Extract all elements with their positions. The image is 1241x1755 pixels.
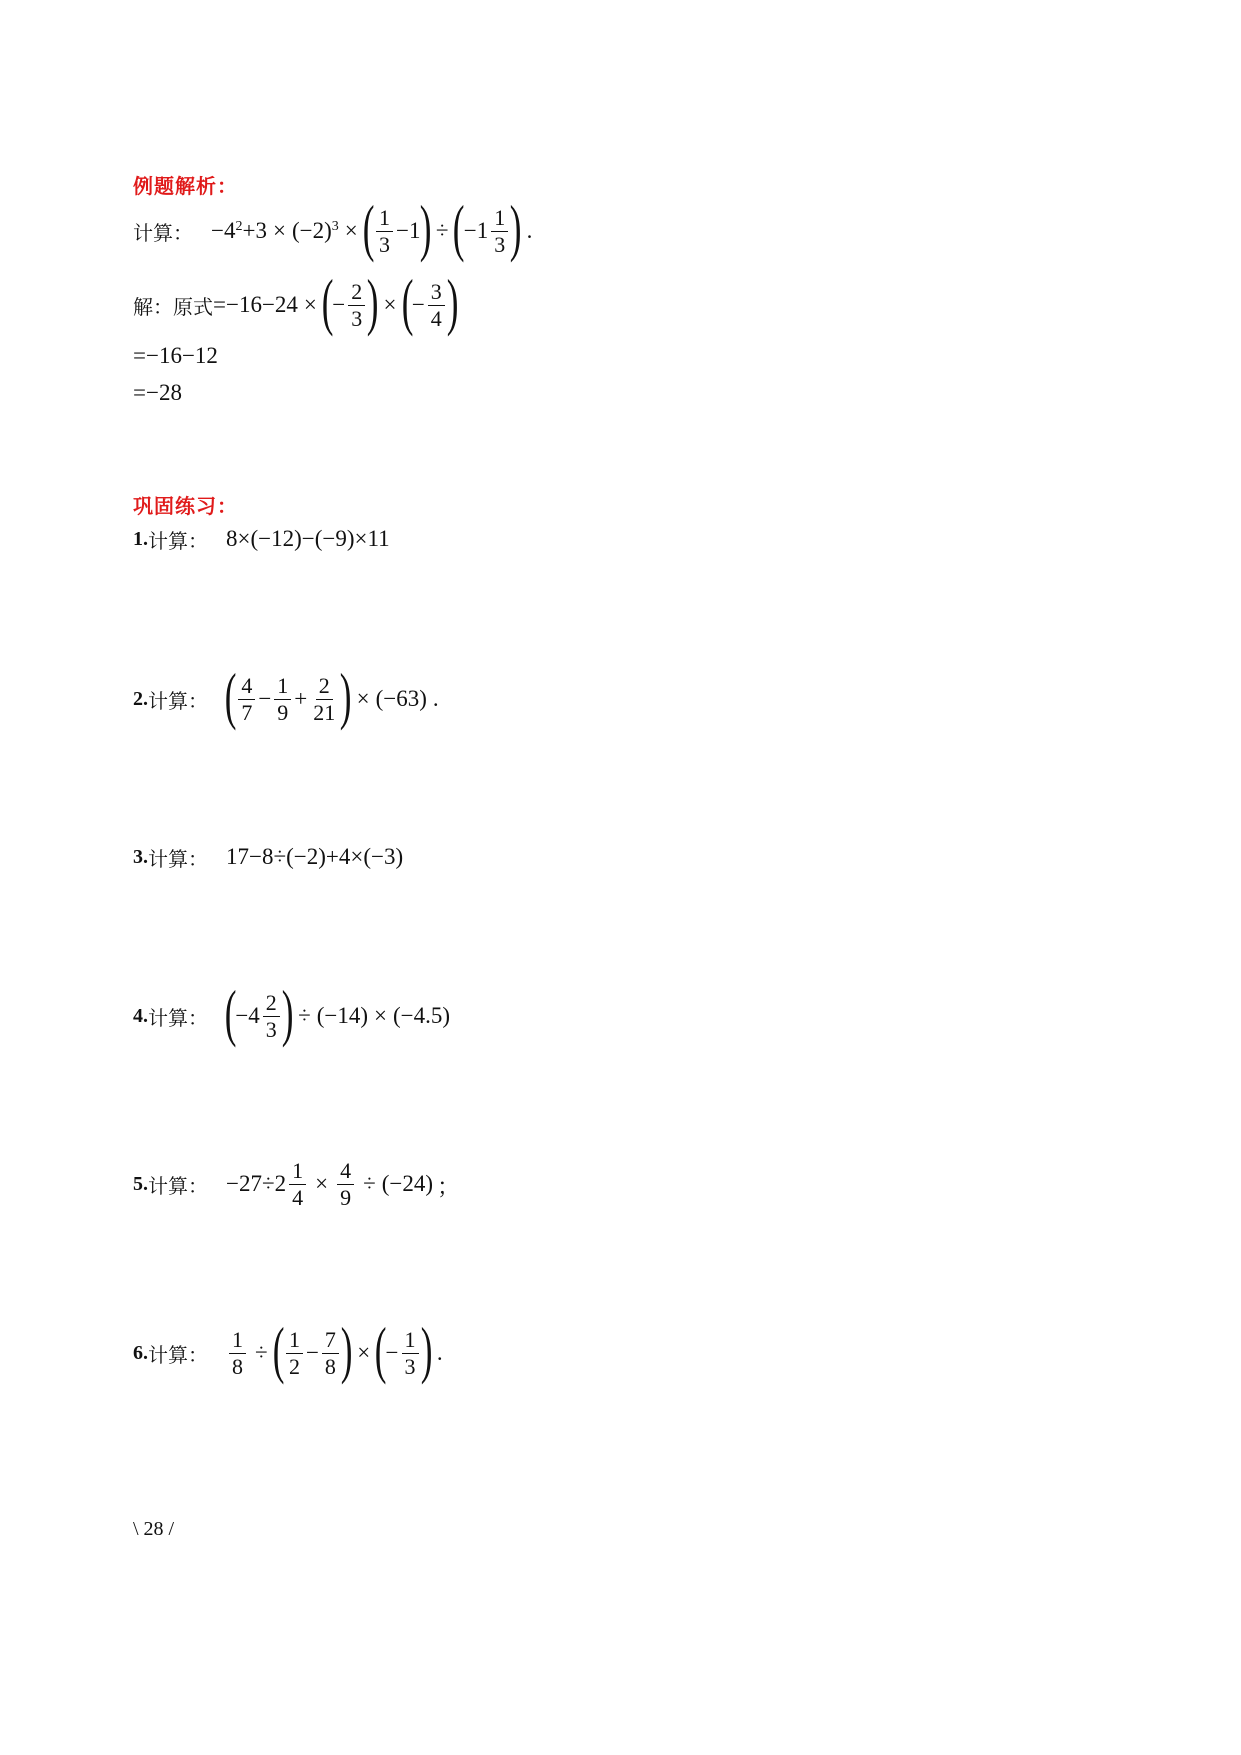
item-number: 1. <box>133 527 148 550</box>
item-number: 3. <box>133 845 148 868</box>
item-number: 5. <box>133 1172 148 1195</box>
practice-item-2 <box>133 660 439 731</box>
practice-item-5 <box>133 1153 460 1215</box>
problem-label: 计算： <box>133 220 193 245</box>
item-expression: −27÷2 $\frac{1}{4}$ × $\frac{4}{9}$ ÷ (−24) ； <box>226 1157 461 1210</box>
solution-expression: =−16−24 × ( − $\frac{2}{3}$ ) × ( − $\frac{3}{4}$ ) <box>213 266 459 337</box>
item-label: 计算： <box>148 1005 208 1030</box>
practice-item-6 <box>133 1314 443 1385</box>
item-label: 计算： <box>148 846 208 871</box>
page-number: \ 28 / <box>133 1518 175 1540</box>
practice-item-3 <box>133 842 403 872</box>
item-expression: 17−8÷(−2)+4×(−3) <box>226 844 404 869</box>
practice-heading: 巩固练习： <box>133 494 238 518</box>
example-problem <box>133 192 533 263</box>
item-expression: $\frac{1}{8}$ ÷ ( $\frac{1}{2}$ − $\frac{7}{8}$ ) × ( − $\frac{1}{3}$ ) . <box>226 1323 443 1383</box>
example-expression: −4 $^2$ +3 × (−2) $^3$ × ( $\frac{1}{3}$ −1 ) ÷ ( −1 $\frac{1}{3}$ ) . <box>211 192 533 263</box>
practice-item-1 <box>133 524 390 554</box>
solution-line <box>133 266 459 337</box>
item-expression: 8×(−12)−(−9)×11 <box>226 526 390 551</box>
practice-item-4 <box>133 977 451 1048</box>
item-expression: ( $\frac{4}{7}$ − $\frac{1}{9}$ + $\frac{2}{21}$ ) × (−63) . <box>224 660 439 731</box>
solution-step-2: =−28 <box>133 380 182 405</box>
solution-step-1: =−16−12 <box>133 343 218 368</box>
solution-label: 解：原式 <box>133 294 213 319</box>
item-label: 计算： <box>148 1173 208 1198</box>
example-heading: 例题解析： <box>133 174 238 198</box>
item-number: 2. <box>133 687 148 710</box>
item-number: 6. <box>133 1341 148 1364</box>
item-label: 计算： <box>148 528 208 553</box>
item-expression: ( −4 $\frac{2}{3}$ ) ÷ (−14) × (−4.5) <box>224 977 451 1048</box>
item-label: 计算： <box>148 1342 208 1367</box>
item-label: 计算： <box>148 688 208 713</box>
item-number: 4. <box>133 1004 148 1027</box>
